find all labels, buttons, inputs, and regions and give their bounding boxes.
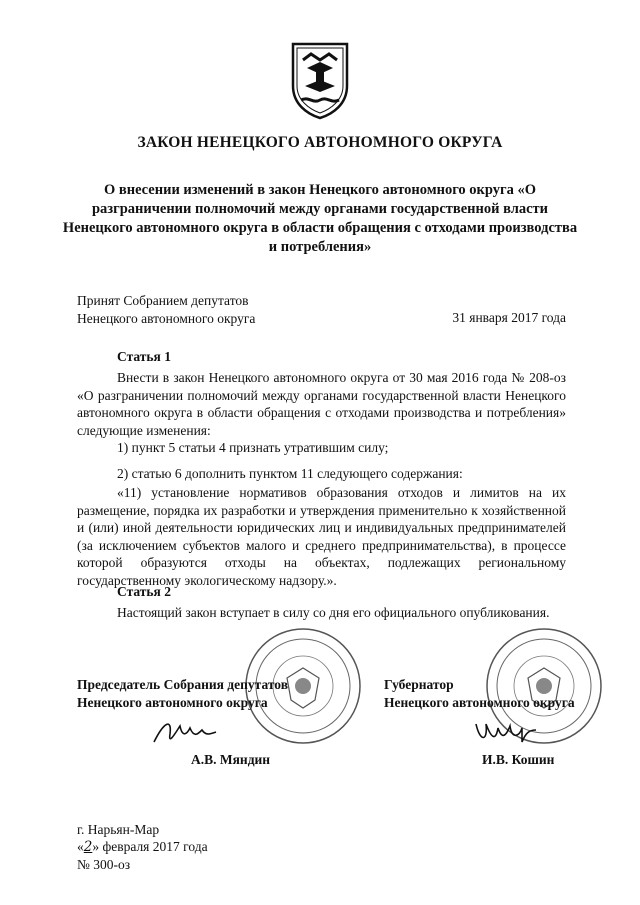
footer-place: г. Нарьян-Мар [77, 822, 160, 837]
article2-text [77, 604, 566, 622]
article2-text-body: Настоящий закон вступает в силу со дня его официального опубликования. [117, 605, 550, 620]
coat-of-arms-icon [289, 42, 351, 120]
article1-intro-text: Внести в закон Ненецкого автономного округа от 30 мая 2016 года № 208-оз «О разграничении полномочий между органами государственной власти Ненецкого автономного округа в области обращения с отходами производства и потребления» следующие изменения: [77, 370, 566, 438]
article1-intro [77, 369, 566, 439]
article1-quote [77, 484, 566, 589]
article1-quote-text: «11) установление нормативов образования отходов и лимитов на их размещение, порядка их разработки и утверждения применительно к хозяйственной и (или) иной деятельности юридических лиц и индивидуальных предпринимателей (за исключением субъектов малого и среднего предпринимательства), в процессе которой образуются отходы на объектах, подлежащих региональному государственному экологическому надзору.». [77, 485, 566, 588]
law-title: ЗАКОН НЕНЕЦКОГО АВТОНОМНОГО ОКРУГА [137, 134, 503, 151]
footer-date-rest: » февраля 2017 года [92, 839, 208, 854]
adoption-line1: Принят Собранием депутатов [77, 293, 249, 308]
signatory-right-role1: Губернатор [384, 677, 454, 692]
footer-date-day: 2 [83, 839, 93, 855]
footer-number: № 300-оз [77, 857, 131, 872]
signatory-left-role [77, 676, 288, 712]
footer-date-open: « [77, 839, 84, 854]
article2-heading: Статья 2 [117, 584, 171, 599]
article1-heading: Статья 1 [117, 349, 171, 364]
signatory-right-role2: Ненецкого автономного округа [384, 695, 575, 710]
footer [77, 821, 208, 873]
signatory-right-name: И.В. Кошин [482, 752, 555, 767]
signatory-left-role2: Ненецкого автономного округа [77, 695, 268, 710]
signature-left-icon [150, 712, 220, 752]
article1-item2: 2) статью 6 дополнить пунктом 11 следующего содержания: [117, 466, 463, 481]
article1-item1: 1) пункт 5 статьи 4 признать утратившим силу; [117, 440, 389, 455]
signatory-left-role1: Председатель Собрания депутатов [77, 677, 289, 692]
law-subject: О внесении изменений в закон Ненецкого автономного округа «О разграничении полномочий между органами государственной власти Ненецкого автономного округа в области обращения с отходами производства и потребления» [62, 182, 578, 255]
signature-right-icon [470, 712, 540, 752]
footer-date [77, 838, 208, 856]
adoption-date: 31 января 2017 года [452, 310, 566, 325]
signatory-left-name: А.В. Мяндин [191, 752, 271, 767]
signatory-right-role [384, 676, 575, 712]
adoption-line2: Ненецкого автономного округа [77, 311, 256, 326]
adoption-block [77, 292, 255, 328]
